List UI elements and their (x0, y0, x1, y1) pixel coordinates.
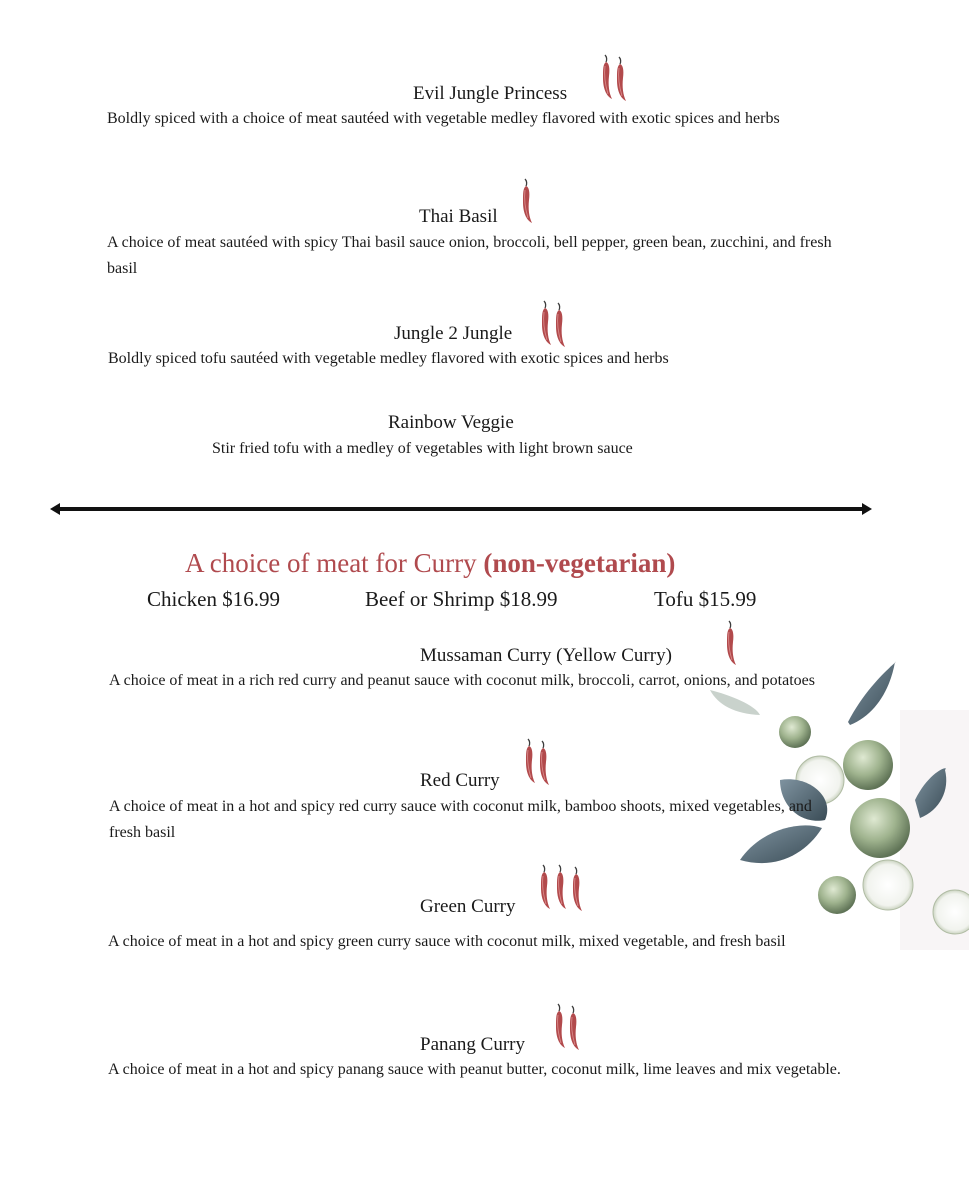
item-description: A choice of meat in a hot and spicy green curry sauce with coconut milk, mixed vegetable, and fresh basil (108, 933, 786, 950)
item-name: Jungle 2 Jungle (394, 323, 513, 344)
item-description: Stir fried tofu with a medley of vegetables with light brown sauce (212, 440, 633, 457)
price-beef-shrimp: Beef or Shrimp $18.99 (365, 587, 558, 611)
item-name: Green Curry (420, 896, 516, 917)
double-arrow-divider (50, 500, 872, 518)
item-description: A choice of meat in a hot and spicy red curry sauce with coconut milk, bamboo shoots, mixed vegetables, and fresh basil (109, 798, 812, 841)
item-name: Thai Basil (419, 206, 498, 227)
price-chicken: Chicken $16.99 (147, 587, 280, 611)
heading-bold: (non-vegetarian) (483, 548, 676, 578)
chili-pepper-icon (600, 54, 614, 100)
chili-pepper-icon (553, 302, 567, 348)
chili-pepper-icon (570, 866, 584, 912)
chili-pepper-icon (523, 738, 537, 784)
item-description: Boldly spiced tofu sautéed with vegetable medley flavored with exotic spices and herbs (108, 350, 669, 367)
item-name: Red Curry (420, 770, 500, 791)
price-tofu: Tofu $15.99 (654, 587, 757, 611)
chili-pepper-icon (567, 1005, 581, 1051)
heading-text: A choice of meat for Curry (185, 548, 484, 578)
item-description: Boldly spiced with a choice of meat sautéed with vegetable medley flavored with exotic spices and herbs (107, 110, 780, 127)
chili-pepper-icon (537, 740, 551, 786)
item-name: Evil Jungle Princess (413, 83, 568, 104)
item-description: A choice of meat sautéed with spicy Thai basil sauce onion, broccoli, bell pepper, green bean, zucchini, and fresh basil (107, 234, 832, 277)
chili-pepper-icon (539, 300, 553, 346)
chili-pepper-icon (724, 620, 738, 666)
curry-section-heading (185, 548, 675, 579)
item-name: Mussaman Curry (Yellow Curry) (420, 645, 672, 666)
item-name: Rainbow Veggie (388, 412, 514, 433)
chili-pepper-icon (554, 864, 568, 910)
item-name: Panang Curry (420, 1034, 526, 1055)
item-description: A choice of meat in a rich red curry and peanut sauce with coconut milk, broccoli, carrot, onions, and potatoes (109, 672, 815, 689)
chili-pepper-icon (553, 1003, 567, 1049)
chili-pepper-icon (520, 178, 534, 224)
item-description: A choice of meat in a hot and spicy panang sauce with peanut butter, coconut milk, lime leaves and mix vegetable. (108, 1061, 841, 1078)
chili-pepper-icon (538, 864, 552, 910)
chili-pepper-icon (614, 56, 628, 102)
